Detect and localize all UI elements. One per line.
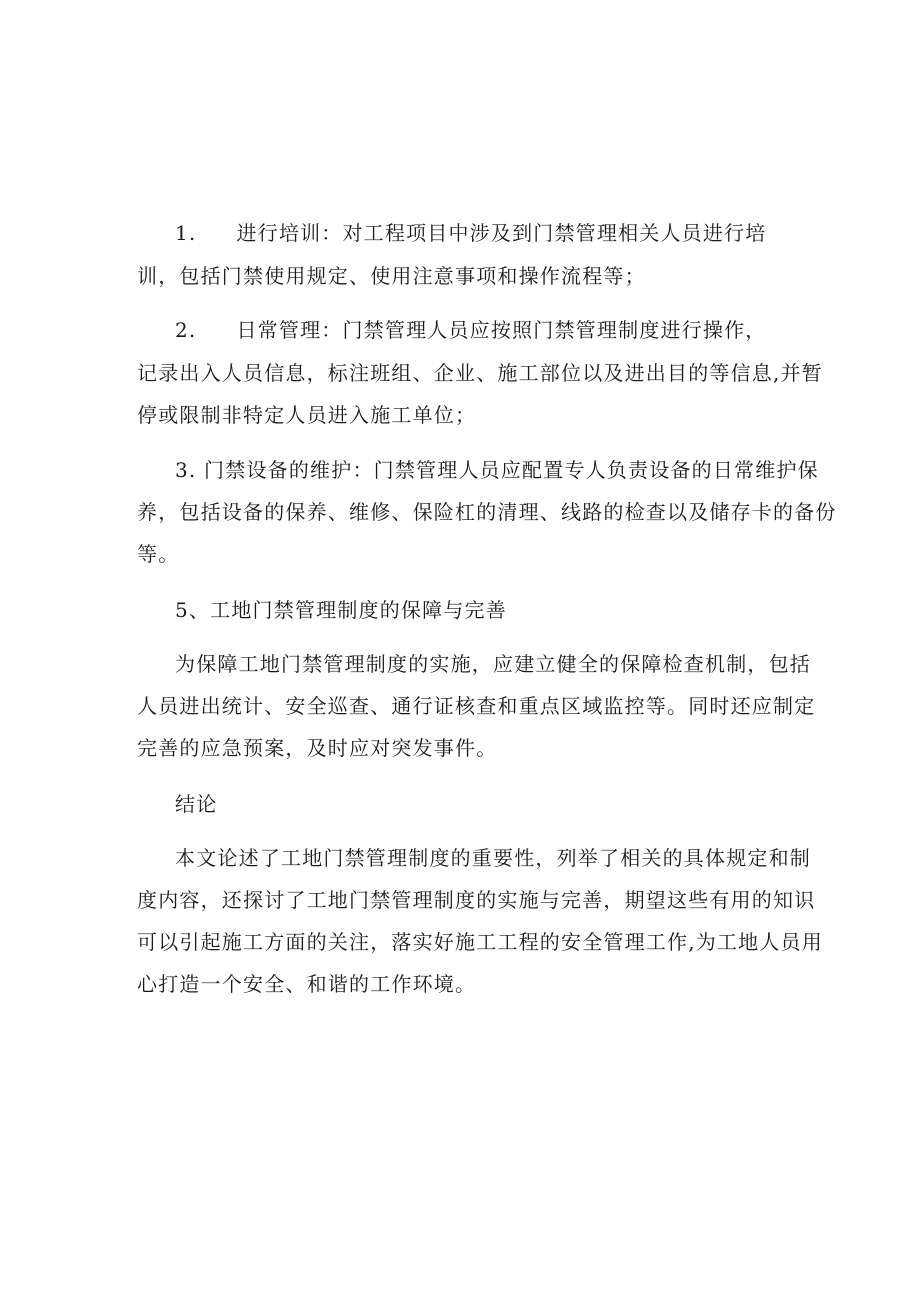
section-5-line-3: 完善的应急预案，及时应对突发事件。 xyxy=(137,736,498,760)
item-1-line-1 xyxy=(175,219,766,247)
conclusion-heading: 结论 xyxy=(175,792,218,816)
item-2-line-3: 停或限制非特定人员进入施工单位； xyxy=(137,403,477,427)
item-3-line-2: 养，包括设备的保养、维修、保险杠的清理、线路的检查以及储存卡的备份 xyxy=(137,500,837,524)
section-5-line-2: 人员进出统计、安全巡查、通行证核查和重点区域监控等。同时还应制定 xyxy=(137,694,816,718)
conclusion-line-2: 度内容，还探讨了工地门禁管理制度的实施与完善，期望这些有用的知识 xyxy=(137,888,816,912)
conclusion-line-1: 本文论述了工地门禁管理制度的重要性，列举了相关的具体规定和制 xyxy=(175,846,811,870)
item-3-line-1: 3. 门禁设备的维护：门禁管理人员应配置专人负责设备的日常维护保 xyxy=(175,458,819,482)
item-2-line-2: 记录出入人员信息，标注班组、企业、施工部位以及进出目的等信息,并暂 xyxy=(137,361,823,385)
conclusion-line-4: 心打造一个安全、和谐的工作环境。 xyxy=(137,972,477,996)
section-5-heading: 5、工地门禁管理制度的保障与完善 xyxy=(175,598,507,622)
item-1-number: 1. xyxy=(175,221,197,245)
item-3-line-3: 等。 xyxy=(137,542,180,566)
item-1-line-2: 训，包括门禁使用规定、使用注意事项和操作流程等； xyxy=(137,264,646,288)
section-5-line-1: 为保障工地门禁管理制度的实施，应建立健全的保障检查机制，包括 xyxy=(175,652,811,676)
item-2-text: 日常管理：门禁管理人员应按照门禁管理制度进行操作， xyxy=(236,318,767,342)
item-1-text: 进行培训：对工程项目中涉及到门禁管理相关人员进行培 xyxy=(236,221,767,245)
item-2-line-1 xyxy=(175,316,766,344)
item-2-number: 2. xyxy=(175,318,197,342)
conclusion-line-3: 可以引起施工方面的关注，落实好施工工程的安全管理工作,为工地人员用 xyxy=(137,930,823,954)
